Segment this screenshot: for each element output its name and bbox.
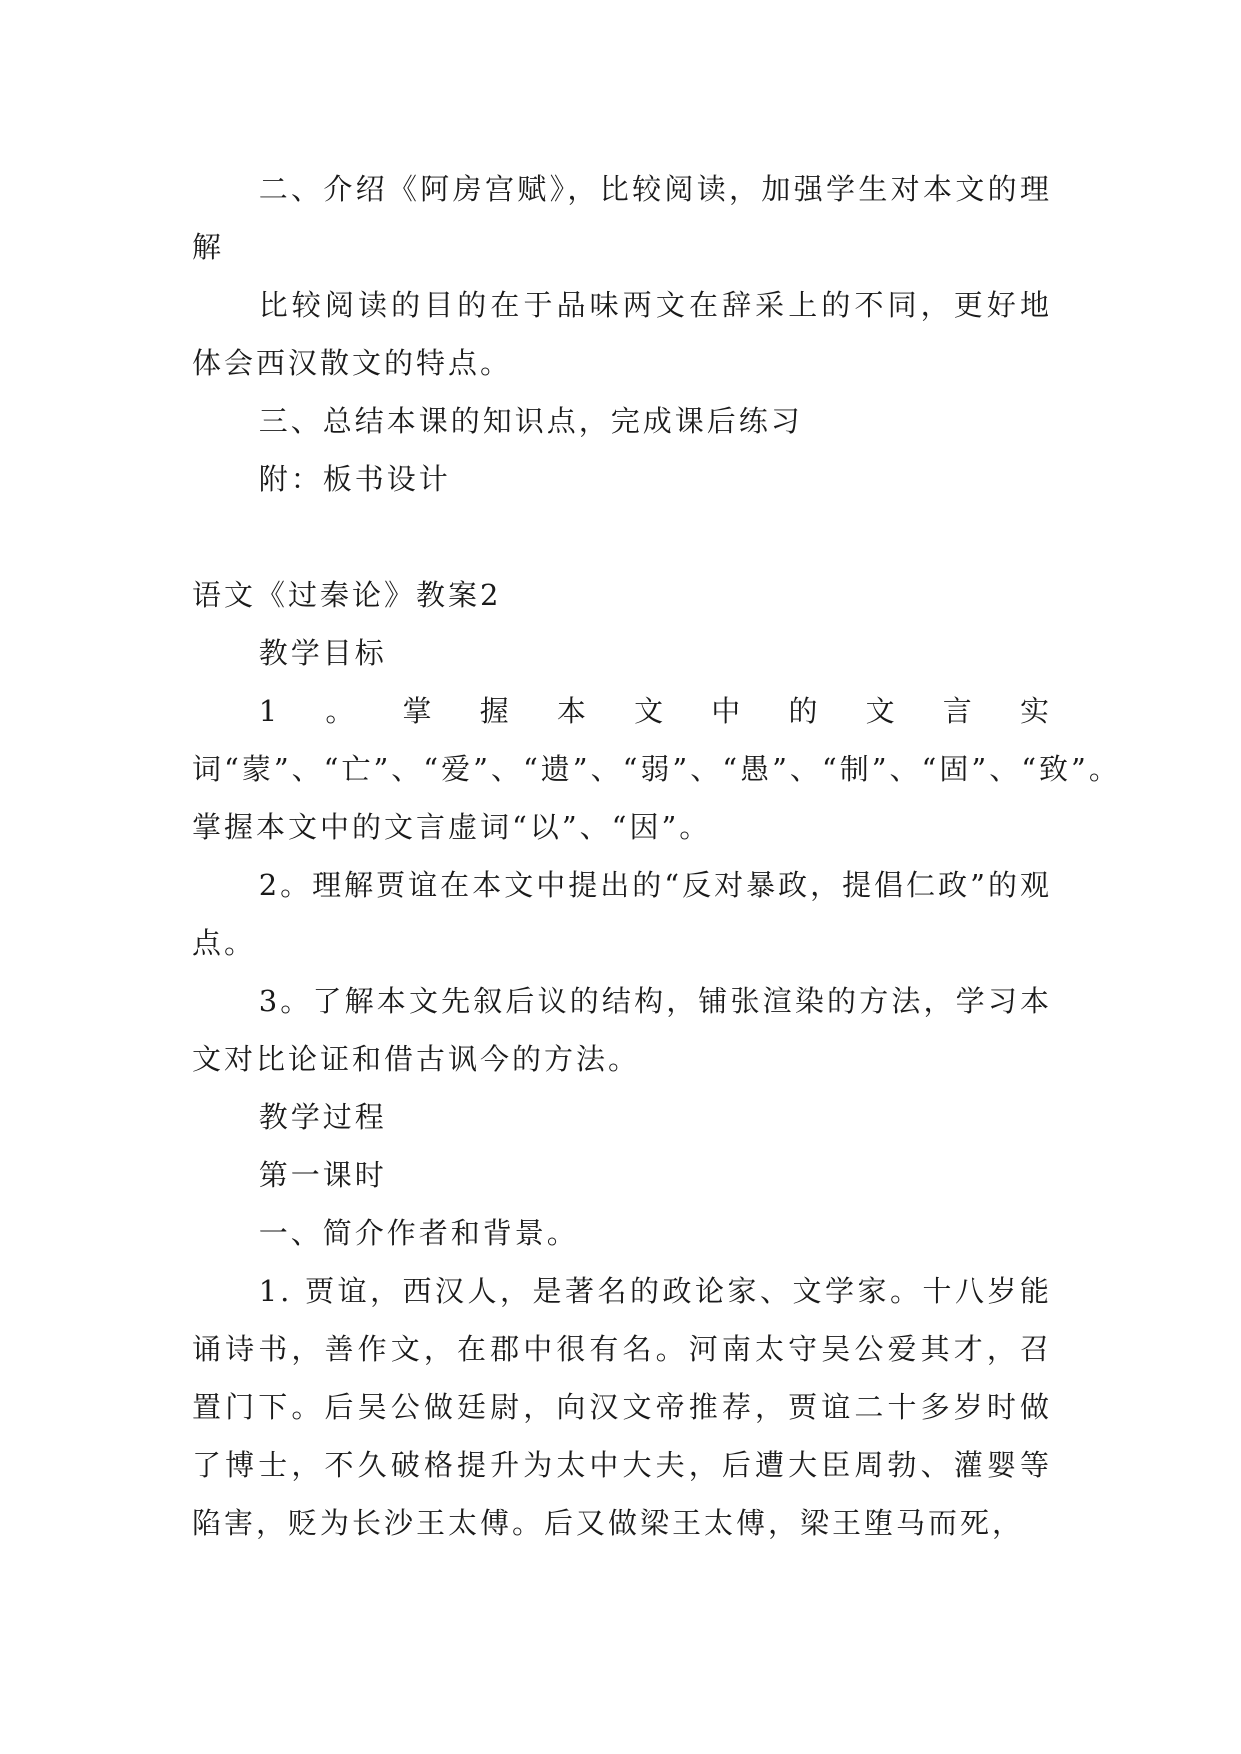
goal-item-1: 1。掌握本文中的文言实词“蒙”、“亡”、“爱”、“遗”、“弱”、“愚”、“制”、“固”、“致”。掌握本文中的文言虚词“以”、“因”。 xyxy=(192,694,1121,844)
paragraph-appendix: 附：板书设计 xyxy=(258,462,451,496)
step-1-heading: 一、简介作者和背景。 xyxy=(258,1216,579,1250)
paragraph-compare-reading-heading: 二、介绍《阿房宫赋》，比较阅读，加强学生对本文的理解 xyxy=(192,172,1052,264)
paragraph-summary-heading: 三、总结本课的知识点，完成课后练习 xyxy=(258,404,803,438)
process-heading: 教学过程 xyxy=(258,1100,387,1134)
document-body xyxy=(192,160,1121,1552)
goals-heading: 教学目标 xyxy=(258,636,387,670)
lesson-heading: 第一课时 xyxy=(258,1158,387,1192)
paragraph-compare-reading-body: 比较阅读的目的在于品味两文在辞采上的不同，更好地体会西汉散文的特点。 xyxy=(192,288,1052,380)
lesson-plan-title: 语文《过秦论》教案2 xyxy=(192,578,502,612)
goal-item-2: 2。理解贾谊在本文中提出的“反对暴政，提倡仁政”的观点。 xyxy=(192,868,1052,960)
section-spacer xyxy=(192,508,1052,566)
goal-item-3: 3。了解本文先叙后议的结构，铺张渲染的方法，学习本文对比论证和借古讽今的方法。 xyxy=(192,984,1052,1076)
step-1-detail: 1. 贾谊，西汉人，是著名的政论家、文学家。十八岁能诵诗书，善作文，在郡中很有名。河南太守吴公爱其才，召置门下。后吴公做廷尉，向汉文帝推荐，贾谊二十多岁时做了博士，不久破格提升为太中大夫，后遭大臣周勃、灌婴等陷害，贬为长沙王太傅。后又做梁王太傅，梁王堕马而死， xyxy=(192,1274,1052,1540)
